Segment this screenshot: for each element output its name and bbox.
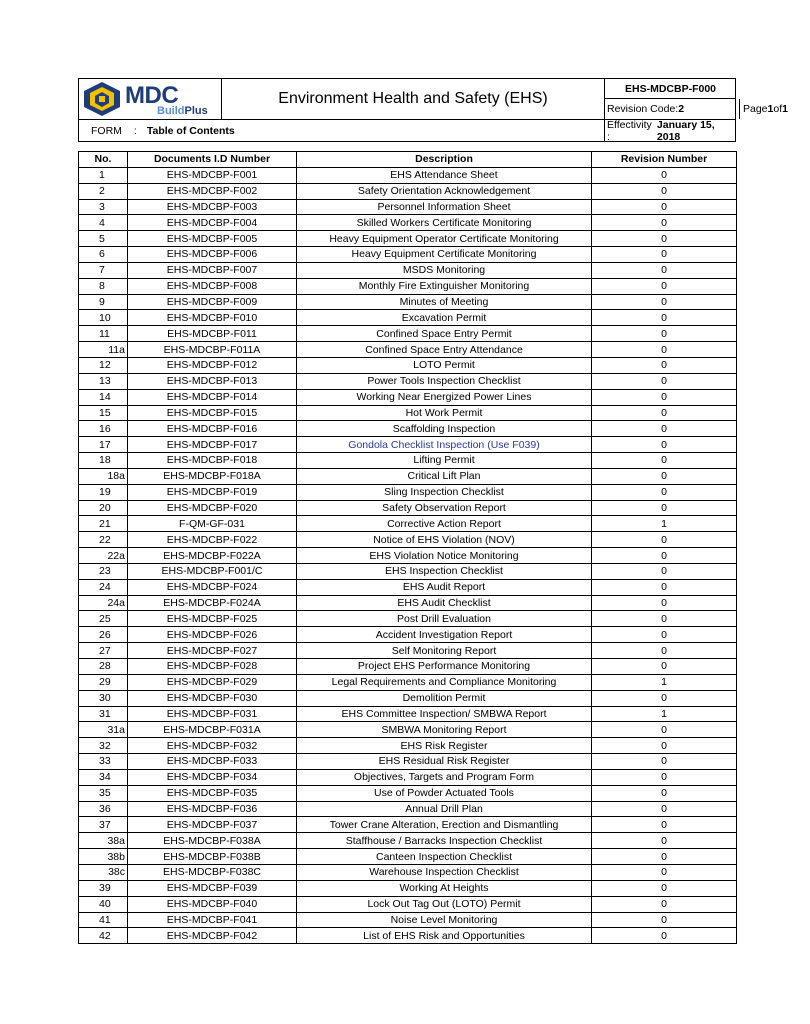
table-row bbox=[79, 738, 737, 754]
row-number: 24a bbox=[79, 595, 128, 611]
table-row bbox=[79, 262, 737, 278]
row-number: 30 bbox=[79, 690, 128, 706]
document-description: MSDS Monitoring bbox=[297, 262, 592, 278]
row-number: 26 bbox=[79, 627, 128, 643]
document-id: EHS-MDCBP-F022 bbox=[128, 532, 297, 548]
table-row bbox=[79, 357, 737, 373]
table-row bbox=[79, 437, 737, 453]
document-description: EHS Inspection Checklist bbox=[297, 563, 592, 579]
document-description: Sling Inspection Checklist bbox=[297, 484, 592, 500]
row-number: 10 bbox=[79, 310, 128, 326]
table-row bbox=[79, 468, 737, 484]
document-description: Hot Work Permit bbox=[297, 405, 592, 421]
table-row bbox=[79, 167, 737, 183]
row-number: 5 bbox=[79, 231, 128, 247]
row-number: 22 bbox=[79, 532, 128, 548]
document-description: Notice of EHS Violation (NOV) bbox=[297, 532, 592, 548]
document-description: Project EHS Performance Monitoring bbox=[297, 659, 592, 675]
table-row bbox=[79, 627, 737, 643]
document-id: EHS-MDCBP-F008 bbox=[128, 278, 297, 294]
document-description: EHS Audit Checklist bbox=[297, 595, 592, 611]
revision-number: 0 bbox=[592, 880, 737, 896]
document-id: EHS-MDCBP-F029 bbox=[128, 674, 297, 690]
row-number: 3 bbox=[79, 199, 128, 215]
table-body bbox=[79, 167, 737, 943]
revision-number: 0 bbox=[592, 215, 737, 231]
document-description: Gondola Checklist Inspection (Use F039) bbox=[297, 437, 592, 453]
document-description: Objectives, Targets and Program Form bbox=[297, 769, 592, 785]
document-description: EHS Violation Notice Monitoring bbox=[297, 548, 592, 564]
header-row-2 bbox=[79, 119, 735, 141]
revision-number: 0 bbox=[592, 437, 737, 453]
row-number: 31a bbox=[79, 722, 128, 738]
revision-number: 0 bbox=[592, 247, 737, 263]
revision-number: 0 bbox=[592, 928, 737, 944]
document-id: EHS-MDCBP-F005 bbox=[128, 231, 297, 247]
table-row bbox=[79, 500, 737, 516]
table-row bbox=[79, 310, 737, 326]
document-id: EHS-MDCBP-F019 bbox=[128, 484, 297, 500]
document-description: Annual Drill Plan bbox=[297, 801, 592, 817]
document-id: EHS-MDCBP-F032 bbox=[128, 738, 297, 754]
row-number: 11a bbox=[79, 342, 128, 358]
row-number: 15 bbox=[79, 405, 128, 421]
table-header-row bbox=[79, 152, 737, 168]
table-row bbox=[79, 484, 737, 500]
row-number: 18 bbox=[79, 453, 128, 469]
revision-number: 0 bbox=[592, 167, 737, 183]
document-id: EHS-MDCBP-F034 bbox=[128, 769, 297, 785]
document-id: F-QM-GF-031 bbox=[128, 516, 297, 532]
document-description: EHS Residual Risk Register bbox=[297, 754, 592, 770]
row-number: 42 bbox=[79, 928, 128, 944]
document-description: Use of Powder Actuated Tools bbox=[297, 785, 592, 801]
form-label: FORM bbox=[91, 124, 122, 137]
document-description: LOTO Permit bbox=[297, 357, 592, 373]
revision-number: 0 bbox=[592, 738, 737, 754]
document-description: Scaffolding Inspection bbox=[297, 421, 592, 437]
revision-number: 0 bbox=[592, 595, 737, 611]
revision-number: 1 bbox=[592, 674, 737, 690]
revision-number: 1 bbox=[592, 516, 737, 532]
revision-number: 0 bbox=[592, 183, 737, 199]
revision-number: 0 bbox=[592, 231, 737, 247]
table-row bbox=[79, 849, 737, 865]
document-description: Demolition Permit bbox=[297, 690, 592, 706]
table-row bbox=[79, 421, 737, 437]
document-id: EHS-MDCBP-F042 bbox=[128, 928, 297, 944]
table-row bbox=[79, 769, 737, 785]
document-description: Excavation Permit bbox=[297, 310, 592, 326]
column-header-revision: Revision Number bbox=[592, 152, 737, 168]
table-row bbox=[79, 690, 737, 706]
document-id: EHS-MDCBP-F031A bbox=[128, 722, 297, 738]
row-number: 39 bbox=[79, 880, 128, 896]
document-id: EHS-MDCBP-F018 bbox=[128, 453, 297, 469]
document-id: EHS-MDCBP-F018A bbox=[128, 468, 297, 484]
revision-number: 0 bbox=[592, 310, 737, 326]
document-description: Safety Orientation Acknowledgement bbox=[297, 183, 592, 199]
table-row bbox=[79, 278, 737, 294]
document-id: EHS-MDCBP-F027 bbox=[128, 643, 297, 659]
table-row bbox=[79, 896, 737, 912]
document-description: Accident Investigation Report bbox=[297, 627, 592, 643]
document-description: Critical Lift Plan bbox=[297, 468, 592, 484]
row-number: 36 bbox=[79, 801, 128, 817]
table-row bbox=[79, 247, 737, 263]
revision-number: 0 bbox=[592, 342, 737, 358]
table-row bbox=[79, 183, 737, 199]
column-header-no: No. bbox=[79, 152, 128, 168]
row-number: 17 bbox=[79, 437, 128, 453]
table-row bbox=[79, 880, 737, 896]
row-number: 18a bbox=[79, 468, 128, 484]
document-id: EHS-MDCBP-F020 bbox=[128, 500, 297, 516]
revision-number: 0 bbox=[592, 373, 737, 389]
row-number: 22a bbox=[79, 548, 128, 564]
table-row bbox=[79, 659, 737, 675]
document-description: Monthly Fire Extinguisher Monitoring bbox=[297, 278, 592, 294]
document-description: Minutes of Meeting bbox=[297, 294, 592, 310]
document-id: EHS-MDCBP-F033 bbox=[128, 754, 297, 770]
row-number: 19 bbox=[79, 484, 128, 500]
document-description: Skilled Workers Certificate Monitoring bbox=[297, 215, 592, 231]
revision-number: 0 bbox=[592, 817, 737, 833]
revision-number: 0 bbox=[592, 199, 737, 215]
table-row bbox=[79, 389, 737, 405]
document-id: EHS-MDCBP-F039 bbox=[128, 880, 297, 896]
revision-number: 0 bbox=[592, 754, 737, 770]
document-id: EHS-MDCBP-F012 bbox=[128, 357, 297, 373]
row-number: 9 bbox=[79, 294, 128, 310]
table-row bbox=[79, 215, 737, 231]
table-row bbox=[79, 326, 737, 342]
table-row bbox=[79, 722, 737, 738]
row-number: 13 bbox=[79, 373, 128, 389]
document-id: EHS-MDCBP-F040 bbox=[128, 896, 297, 912]
document-description: EHS Risk Register bbox=[297, 738, 592, 754]
document-id: EHS-MDCBP-F035 bbox=[128, 785, 297, 801]
revision-code: Revision Code: 2 bbox=[605, 99, 740, 119]
document-header bbox=[78, 78, 788, 143]
form-title: Table of Contents bbox=[146, 124, 235, 137]
revision-number: 0 bbox=[592, 468, 737, 484]
document-id: EHS-MDCBP-F024A bbox=[128, 595, 297, 611]
document-id: EHS-MDCBP-F004 bbox=[128, 215, 297, 231]
table-row bbox=[79, 453, 737, 469]
revision-number: 0 bbox=[592, 769, 737, 785]
row-number: 25 bbox=[79, 611, 128, 627]
document-id: EHS-MDCBP-F013 bbox=[128, 373, 297, 389]
document-id: EHS-MDCBP-F030 bbox=[128, 690, 297, 706]
row-number: 38b bbox=[79, 849, 128, 865]
row-number: 1 bbox=[79, 167, 128, 183]
form-separator: : bbox=[133, 124, 137, 137]
row-number: 14 bbox=[79, 389, 128, 405]
table-row bbox=[79, 563, 737, 579]
document-id: EHS-MDCBP-F010 bbox=[128, 310, 297, 326]
table-row bbox=[79, 579, 737, 595]
row-number: 38a bbox=[79, 833, 128, 849]
document-id: EHS-MDCBP-F001/C bbox=[128, 563, 297, 579]
row-number: 6 bbox=[79, 247, 128, 263]
table-row bbox=[79, 833, 737, 849]
document-id: EHS-MDCBP-F024 bbox=[128, 579, 297, 595]
table-row bbox=[79, 294, 737, 310]
effectivity-date: Effectivity : January 15, 2018 bbox=[607, 118, 715, 143]
revision-number: 0 bbox=[592, 563, 737, 579]
row-number: 31 bbox=[79, 706, 128, 722]
document-id: EHS-MDCBP-F016 bbox=[128, 421, 297, 437]
row-number: 28 bbox=[79, 659, 128, 675]
row-number: 40 bbox=[79, 896, 128, 912]
table-row bbox=[79, 754, 737, 770]
revision-number: 0 bbox=[592, 690, 737, 706]
document-description: Corrective Action Report bbox=[297, 516, 592, 532]
document-description: Post Drill Evaluation bbox=[297, 611, 592, 627]
document-id: EHS-MDCBP-F025 bbox=[128, 611, 297, 627]
table-row bbox=[79, 674, 737, 690]
document-id: EHS-MDCBP-F007 bbox=[128, 262, 297, 278]
document-description: Safety Observation Report bbox=[297, 500, 592, 516]
document-description: Confined Space Entry Permit bbox=[297, 326, 592, 342]
revision-number: 0 bbox=[592, 801, 737, 817]
revision-number: 0 bbox=[592, 627, 737, 643]
row-number: 12 bbox=[79, 357, 128, 373]
row-number: 8 bbox=[79, 278, 128, 294]
row-number: 35 bbox=[79, 785, 128, 801]
table-row bbox=[79, 785, 737, 801]
row-number: 29 bbox=[79, 674, 128, 690]
document-description: Staffhouse / Barracks Inspection Checklist bbox=[297, 833, 592, 849]
document-description: Noise Level Monitoring bbox=[297, 912, 592, 928]
document-description: Self Monitoring Report bbox=[297, 643, 592, 659]
document-id: EHS-MDCBP-F009 bbox=[128, 294, 297, 310]
document-description: Power Tools Inspection Checklist bbox=[297, 373, 592, 389]
table-row bbox=[79, 643, 737, 659]
document-id: EHS-MDCBP-F017 bbox=[128, 437, 297, 453]
column-header-description: Description bbox=[297, 152, 592, 168]
document-code: EHS-MDCBP-F000 bbox=[605, 79, 736, 99]
revision-number: 0 bbox=[592, 864, 737, 880]
table-row bbox=[79, 548, 737, 564]
document-id: EHS-MDCBP-F014 bbox=[128, 389, 297, 405]
table-row bbox=[79, 199, 737, 215]
table-row bbox=[79, 801, 737, 817]
revision-number: 0 bbox=[592, 389, 737, 405]
document-id: EHS-MDCBP-F028 bbox=[128, 659, 297, 675]
document-description: Personnel Information Sheet bbox=[297, 199, 592, 215]
document-description: Lifting Permit bbox=[297, 453, 592, 469]
document-id: EHS-MDCBP-F026 bbox=[128, 627, 297, 643]
logo-subtitle: BuildPlus bbox=[157, 105, 208, 117]
revision-number: 0 bbox=[592, 500, 737, 516]
table-row bbox=[79, 405, 737, 421]
document-id: EHS-MDCBP-F038C bbox=[128, 864, 297, 880]
revision-number: 0 bbox=[592, 357, 737, 373]
document-description: EHS Attendance Sheet bbox=[297, 167, 592, 183]
revision-number: 0 bbox=[592, 484, 737, 500]
logo-cell bbox=[79, 79, 222, 119]
revision-number: 0 bbox=[592, 849, 737, 865]
document-description: Confined Space Entry Attendance bbox=[297, 342, 592, 358]
document-description: Tower Crane Alteration, Erection and Dismantling bbox=[297, 817, 592, 833]
revision-number: 0 bbox=[592, 532, 737, 548]
table-of-contents bbox=[78, 151, 737, 944]
row-number: 37 bbox=[79, 817, 128, 833]
column-header-document-id: Documents I.D Number bbox=[128, 152, 297, 168]
revision-number: 0 bbox=[592, 611, 737, 627]
document-id: EHS-MDCBP-F015 bbox=[128, 405, 297, 421]
revision-number: 0 bbox=[592, 453, 737, 469]
document-id: EHS-MDCBP-F031 bbox=[128, 706, 297, 722]
row-number: 41 bbox=[79, 912, 128, 928]
document-id: EHS-MDCBP-F022A bbox=[128, 548, 297, 564]
page-indicator: Page 1 of 1 bbox=[743, 103, 788, 115]
revision-number: 0 bbox=[592, 294, 737, 310]
table-row bbox=[79, 532, 737, 548]
row-number: 24 bbox=[79, 579, 128, 595]
revision-number: 0 bbox=[592, 405, 737, 421]
row-number: 4 bbox=[79, 215, 128, 231]
document-id: EHS-MDCBP-F037 bbox=[128, 817, 297, 833]
table-row bbox=[79, 912, 737, 928]
revision-number: 0 bbox=[592, 326, 737, 342]
row-number: 7 bbox=[79, 262, 128, 278]
document-description: List of EHS Risk and Opportunities bbox=[297, 928, 592, 944]
form-label-cell bbox=[79, 120, 605, 141]
document-id: EHS-MDCBP-F038A bbox=[128, 833, 297, 849]
document-id: EHS-MDCBP-F041 bbox=[128, 912, 297, 928]
document-id: EHS-MDCBP-F006 bbox=[128, 247, 297, 263]
table-row bbox=[79, 928, 737, 944]
logo-emblem-icon bbox=[81, 81, 123, 117]
row-number: 20 bbox=[79, 500, 128, 516]
row-number: 38c bbox=[79, 864, 128, 880]
table-row bbox=[79, 817, 737, 833]
table-row bbox=[79, 373, 737, 389]
revision-number: 0 bbox=[592, 722, 737, 738]
row-number: 32 bbox=[79, 738, 128, 754]
document-id: EHS-MDCBP-F002 bbox=[128, 183, 297, 199]
document-description: Working At Heights bbox=[297, 880, 592, 896]
row-number: 21 bbox=[79, 516, 128, 532]
revision-number: 0 bbox=[592, 579, 737, 595]
revision-number: 0 bbox=[592, 912, 737, 928]
company-logo bbox=[81, 81, 220, 117]
document-id: EHS-MDCBP-F038B bbox=[128, 849, 297, 865]
row-number: 2 bbox=[79, 183, 128, 199]
table-row bbox=[79, 342, 737, 358]
row-number: 33 bbox=[79, 754, 128, 770]
document-id: EHS-MDCBP-F011 bbox=[128, 326, 297, 342]
revision-number: 0 bbox=[592, 659, 737, 675]
document-description: Heavy Equipment Certificate Monitoring bbox=[297, 247, 592, 263]
document-description: Working Near Energized Power Lines bbox=[297, 389, 592, 405]
document-description: Canteen Inspection Checklist bbox=[297, 849, 592, 865]
table-row bbox=[79, 611, 737, 627]
document-id: EHS-MDCBP-F011A bbox=[128, 342, 297, 358]
revision-number: 0 bbox=[592, 421, 737, 437]
revision-number: 0 bbox=[592, 643, 737, 659]
document-description: Warehouse Inspection Checklist bbox=[297, 864, 592, 880]
row-number: 23 bbox=[79, 563, 128, 579]
document-description: Heavy Equipment Operator Certificate Monitoring bbox=[297, 231, 592, 247]
table-row bbox=[79, 706, 737, 722]
revision-number: 0 bbox=[592, 896, 737, 912]
table-row bbox=[79, 595, 737, 611]
row-number: 11 bbox=[79, 326, 128, 342]
revision-number: 0 bbox=[592, 262, 737, 278]
revision-number: 0 bbox=[592, 548, 737, 564]
document-description: Legal Requirements and Compliance Monitoring bbox=[297, 674, 592, 690]
document-description: EHS Committee Inspection/ SMBWA Report bbox=[297, 706, 592, 722]
document-title: Environment Health and Safety (EHS) bbox=[222, 79, 605, 119]
document-description: SMBWA Monitoring Report bbox=[297, 722, 592, 738]
table-row bbox=[79, 864, 737, 880]
document-id: EHS-MDCBP-F003 bbox=[128, 199, 297, 215]
document-description: Lock Out Tag Out (LOTO) Permit bbox=[297, 896, 592, 912]
table-row bbox=[79, 516, 737, 532]
document-id: EHS-MDCBP-F036 bbox=[128, 801, 297, 817]
row-number: 27 bbox=[79, 643, 128, 659]
revision-number: 0 bbox=[592, 833, 737, 849]
revision-number: 0 bbox=[592, 785, 737, 801]
logo-wordmark: MDC bbox=[125, 82, 179, 109]
document-id: EHS-MDCBP-F001 bbox=[128, 167, 297, 183]
table-row bbox=[79, 231, 737, 247]
row-number: 16 bbox=[79, 421, 128, 437]
row-number: 34 bbox=[79, 769, 128, 785]
revision-number: 1 bbox=[592, 706, 737, 722]
revision-number: 0 bbox=[592, 278, 737, 294]
document-description: EHS Audit Report bbox=[297, 579, 592, 595]
